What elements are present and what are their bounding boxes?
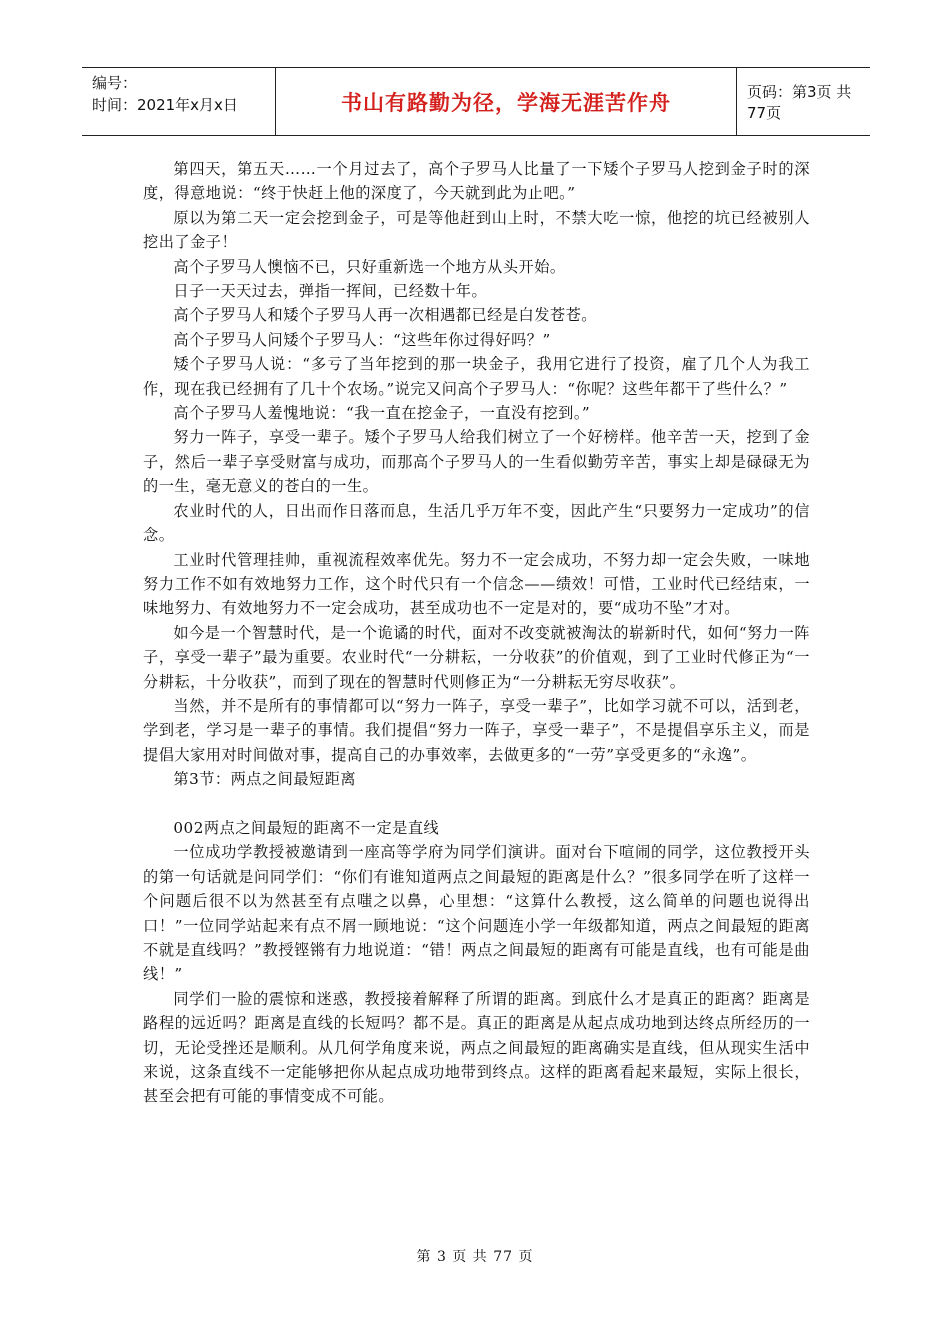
header-page-number: 页码：第3页 共77页 bbox=[747, 82, 852, 122]
paragraph: 高个子罗马人懊恼不已，只好重新选一个地方从头开始。 bbox=[173, 257, 566, 276]
date-label: 时间：2021年x月x日 bbox=[92, 96, 238, 114]
page-header bbox=[82, 67, 870, 136]
section-heading: 第3节：两点之间最短距离 bbox=[173, 770, 357, 789]
subsection-title: 002两点之间最短的距离不一定是直线 bbox=[173, 818, 440, 837]
paragraph: 农业时代的人，日出而作日落而息，生活几乎万年不变，因此产生“只要努力一定成功”的信念。 bbox=[143, 501, 810, 545]
paragraph: 日子一天天过去，弹指一挥间，已经数十年。 bbox=[173, 282, 488, 301]
paragraph: 如今是一个智慧时代，是一个诡谲的时代，面对不改变就被淘汰的崭新时代，如何“努力一阵子，享受一辈子”最为重要。农业时代“一分耕耘，一分收获”的价值观，到了工业时代修正为“一分耕耘，十分收获”，而到了现在的智慧时代则修正为“一分耕耘无穷尽收获”。 bbox=[143, 623, 810, 691]
paragraph: 同学们一脸的震惊和迷惑，教授接着解释了所谓的距离。到底什么才是真正的距离？距离是路程的远近吗？距离是直线的长短吗？都不是。真正的距离是从起点成功地到达终点所经历的一切，无论受挫还是顺利。从几何学角度来说，两点之间最短的距离确实是直线，但从现实生活中来说，这条直线不一定能够把你从起点成功地带到终点。这样的距离看起来最短，实际上很长，甚至会把有可能的事情变成不可能。 bbox=[143, 989, 810, 1106]
paragraph: 第四天，第五天……一个月过去了，高个子罗马人比量了一下矮个子罗马人挖到金子时的深度，得意地说：“终于快赶上他的深度了，今天就到此为止吧。” bbox=[143, 160, 810, 203]
page-footer: 第 3 页 共 77 页 bbox=[416, 1249, 534, 1265]
blank-line bbox=[143, 792, 810, 816]
paragraph: 努力一阵子，享受一辈子。矮个子罗马人给我们树立了一个好榜样。他辛苦一天，挖到了金子，然后一辈子享受财富与成功，而那高个子罗马人的一生看似勤劳辛苦，事实上却是碌碌无为的一生，毫无意义的苍白的一生。 bbox=[143, 428, 810, 496]
paragraph: 原以为第二天一定会挖到金子，可是等他赶到山上时，不禁大吃一惊，他挖的坑已经被别人挖出了金子！ bbox=[143, 208, 810, 252]
document-body bbox=[143, 157, 810, 1109]
number-label: 编号： bbox=[92, 74, 138, 92]
paragraph: 当然，并不是所有的事情都可以“努力一阵子，享受一辈子”，比如学习就不可以，活到老，学到老，学习是一辈子的事情。我们提倡“努力一阵子，享受一辈子”，不是提倡享乐主义，而是提倡大家用对时间做对事，提高自己的办事效率，去做更多的“一劳”享受更多的“永逸”。 bbox=[143, 696, 810, 764]
paragraph: 一位成功学教授被邀请到一座高等学府为同学们演讲。面对台下喧闹的同学，这位教授开头的第一句话就是问同学们：“你们有谁知道两点之间最短的距离是什么？”很多同学在听了这样一个问题后很不以为然甚至有点嗤之以鼻，心里想：“这算什么教授，这么简单的问题也说得出口！”一位同学站起来有点不屑一顾地说：“这个问题连小学一年级都知道，两点之间最短的距离不就是直线吗？”教授铿锵有力地说道：“错！两点之间最短的距离有可能是直线，也有可能是曲线！” bbox=[143, 843, 810, 984]
paragraph: 工业时代管理挂帅，重视流程效率优先。努力不一定会成功，不努力却一定会失败，一味地努力工作不如有效地努力工作，这个时代只有一个信念——绩效！可惜，工业时代已经结束，一味地努力、有效地努力不一定会成功，甚至成功也不一定是对的，要“成功不坠”才对。 bbox=[143, 550, 810, 618]
paragraph: 高个子罗马人问矮个子罗马人：“这些年你过得好吗？” bbox=[173, 330, 551, 349]
paragraph: 高个子罗马人羞愧地说：“我一直在挖金子，一直没有挖到。” bbox=[173, 404, 591, 423]
header-meta bbox=[82, 68, 276, 135]
paragraph: 高个子罗马人和矮个子罗马人再一次相遇都已经是白发苍苍。 bbox=[173, 306, 597, 325]
paragraph: 矮个子罗马人说：“多亏了当年挖到的那一块金子，我用它进行了投资，雇了几个人为我工作，现在我已经拥有了几十个农场。”说完又问高个子罗马人：“你呢？这些年都干了些什么？” bbox=[143, 355, 810, 398]
header-motto: 书山有路勤为径，学海无涯苦作舟 bbox=[276, 68, 737, 135]
